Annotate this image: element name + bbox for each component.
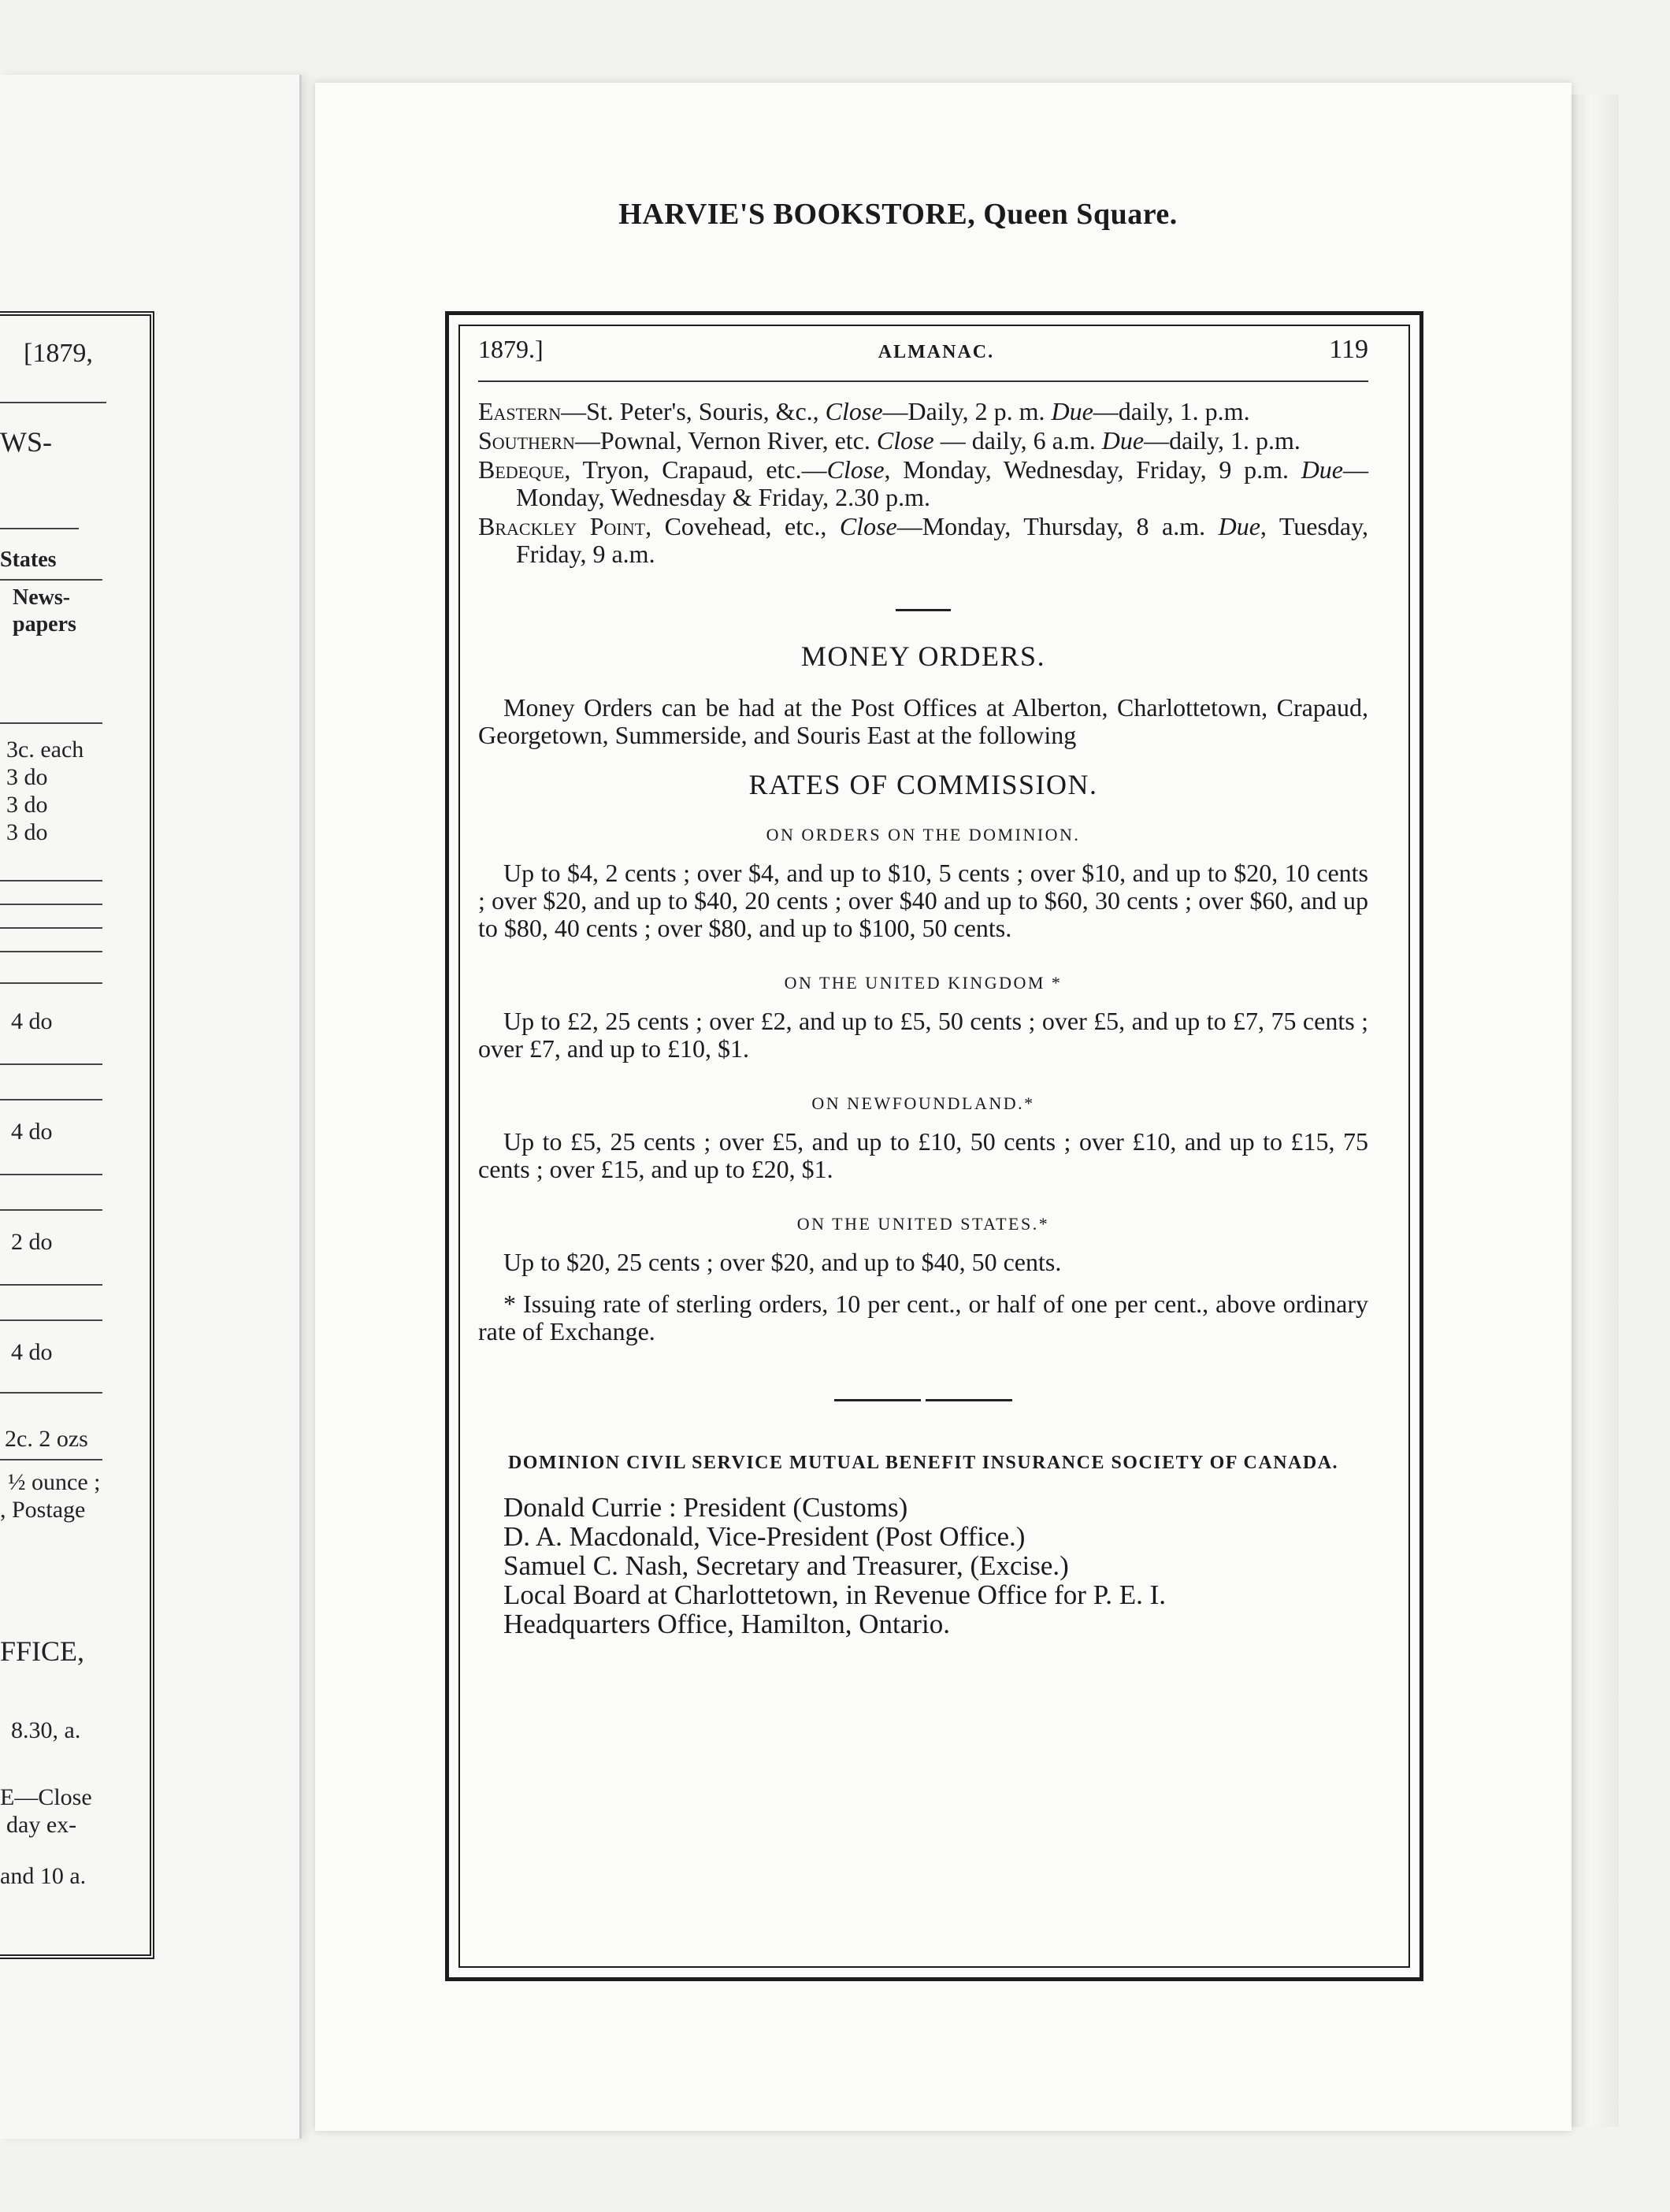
left-fragment: ½ ounce ;	[8, 1469, 101, 1495]
page-frame	[445, 311, 1423, 1981]
section-divider-double	[478, 1399, 1368, 1401]
left-fragment: 4 do	[11, 1008, 53, 1034]
running-head: HARVIE'S BOOKSTORE, Queen Square.	[618, 198, 1178, 231]
route-name: Brackley Point	[478, 512, 646, 540]
rates-title: RATES OF COMMISSION.	[748, 769, 1098, 800]
left-fragment: , Postage	[0, 1497, 86, 1523]
mail-entry	[478, 427, 1368, 455]
left-fragment: FFICE,	[0, 1635, 85, 1667]
rate-text: Up to £2, 25 cents ; over £2, and up to £5, 50 cents ; over £5, and up to £7, 75 cents ; over £7, and up to £10, $1.	[478, 1007, 1368, 1063]
left-fragment: 4 do	[11, 1339, 53, 1365]
due-label: Due	[1051, 397, 1093, 425]
left-fragment: [1879,	[24, 339, 93, 368]
rate-text: Up to £5, 25 cents ; over £5, and up to £10, 50 cents ; over £10, and up to £15, 75 cents ; over £15, and up to £20, $1.	[478, 1127, 1368, 1183]
page-content	[478, 336, 1368, 1639]
close-label: Close	[826, 455, 885, 484]
rate-text: Up to $20, 25 cents ; over $20, and up to $40, 50 cents.	[503, 1248, 1062, 1276]
rate-heading: ON THE UNITED KINGDOM *	[784, 973, 1063, 993]
close-text: , Monday, Wednesday, Friday, 9 p.m.	[884, 455, 1301, 484]
left-rule	[0, 579, 102, 581]
close-text: —Monday, Thursday, 8 a.m.	[896, 512, 1219, 540]
left-fragment: WS-	[0, 426, 52, 458]
officer-line: Samuel C. Nash, Secretary and Treasurer, (Excise.)	[503, 1550, 1069, 1581]
officer-line: Donald Currie : President (Customs)	[503, 1492, 908, 1523]
route-text: , Tryon, Crapaud, etc.—	[564, 455, 827, 484]
due-label: Due	[1101, 426, 1145, 455]
header-title: ALMANAC.	[878, 342, 995, 362]
route-name: Bedeque	[478, 455, 565, 484]
left-rule	[0, 1392, 102, 1394]
close-label: Close	[876, 426, 934, 455]
mail-entry	[478, 513, 1368, 568]
left-rule	[0, 1284, 102, 1286]
due-text: , Tuesday, Friday, 9 a.m.	[516, 512, 1369, 568]
left-rule	[0, 951, 102, 952]
due-label: Due	[1218, 512, 1260, 540]
due-text: —daily, 1. p.m.	[1093, 397, 1250, 425]
route-text: —St. Peter's, Souris, &c.,	[561, 397, 826, 425]
close-text: — daily, 6 a.m.	[933, 426, 1102, 455]
left-rule	[0, 528, 79, 529]
left-rule	[0, 982, 102, 984]
mail-entry	[478, 398, 1368, 425]
left-rule	[0, 1174, 102, 1175]
left-rule	[0, 1319, 102, 1321]
left-rule	[0, 1063, 102, 1065]
left-rule	[0, 1459, 102, 1460]
left-fragment: 3c. each	[6, 737, 84, 763]
left-fragment: day ex-	[6, 1812, 77, 1838]
left-rule	[0, 1099, 102, 1100]
left-fragment: 2c. 2 ozs	[5, 1426, 88, 1452]
due-label: Due	[1301, 455, 1343, 484]
officer-line: Local Board at Charlottetown, in Revenue Office for P. E. I.	[503, 1579, 1167, 1610]
left-fragment: 3 do	[6, 819, 48, 845]
officer-line: D. A. Macdonald, Vice-President (Post Office.)	[503, 1521, 1026, 1552]
rate-heading: ON THE UNITED STATES.*	[796, 1214, 1050, 1234]
left-fragment: 2 do	[11, 1229, 53, 1255]
due-text: —daily, 1. p.m.	[1144, 426, 1301, 455]
left-fragment: 4 do	[11, 1119, 53, 1145]
officer-line: Headquarters Office, Hamilton, Ontario.	[503, 1609, 950, 1639]
rate-text: Up to $4, 2 cents ; over $4, and up to $10, 5 cents ; over $10, and up to $20, 10 cents ; over $20, and up to $40, 20 cents ; over $40 and up to $60, 30 cents ; over $60, and up to $80, 40 cents ; over $80, and up to $100, 50 cents.	[478, 859, 1368, 942]
left-fragment: and 10 a.	[0, 1863, 87, 1889]
close-label: Close	[839, 512, 897, 540]
left-fragment: News-	[13, 585, 71, 610]
left-page	[0, 75, 302, 2139]
left-fragment: States	[0, 547, 57, 572]
header-year: 1879.]	[478, 335, 544, 363]
close-label: Close	[825, 397, 883, 425]
route-text: —Pownal, Vernon River, etc.	[574, 426, 877, 455]
route-name: Southern	[478, 426, 575, 455]
insurance-heading: DOMINION CIVIL SERVICE MUTUAL BENEFIT INSURANCE SOCIETY OF CANADA.	[507, 1453, 1339, 1473]
page-edge	[1572, 95, 1619, 2127]
page-header	[478, 336, 1368, 382]
mail-entry	[478, 456, 1368, 511]
left-fragment: 8.30, a.	[11, 1717, 81, 1743]
mail-schedule	[478, 398, 1368, 568]
left-rule	[0, 402, 106, 403]
money-orders-intro: Money Orders can be had at the Post Offices at Alberton, Charlottetown, Crapaud, Georgetown, Summerside, and Souris East at the following	[478, 693, 1368, 749]
route-name: Eastern	[478, 397, 562, 425]
page-number: 119	[1329, 335, 1368, 364]
left-rule	[0, 927, 102, 929]
left-rule	[0, 880, 102, 881]
left-rule	[0, 904, 102, 905]
left-rule	[0, 722, 102, 724]
money-orders-title: MONEY ORDERS.	[800, 640, 1046, 672]
close-text: —Daily, 2 p. m.	[882, 397, 1052, 425]
left-rule	[0, 1209, 102, 1211]
left-fragment: 3 do	[6, 792, 48, 818]
rate-heading: ON NEWFOUNDLAND.*	[811, 1093, 1035, 1113]
section-divider	[896, 609, 951, 611]
rate-heading: ON ORDERS ON THE DOMINION.	[766, 825, 1081, 844]
footnote: * Issuing rate of sterling orders, 10 per cent., or half of one per cent., above ordinary rate of Exchange.	[478, 1290, 1368, 1345]
due-text: —Monday, Wednesday & Friday, 2.30 p.m.	[516, 455, 1368, 511]
left-fragment: 3 do	[6, 764, 48, 790]
left-fragment: papers	[13, 612, 76, 637]
left-fragment: E—Close	[0, 1784, 92, 1810]
route-text: , Covehead, etc.,	[645, 512, 840, 540]
